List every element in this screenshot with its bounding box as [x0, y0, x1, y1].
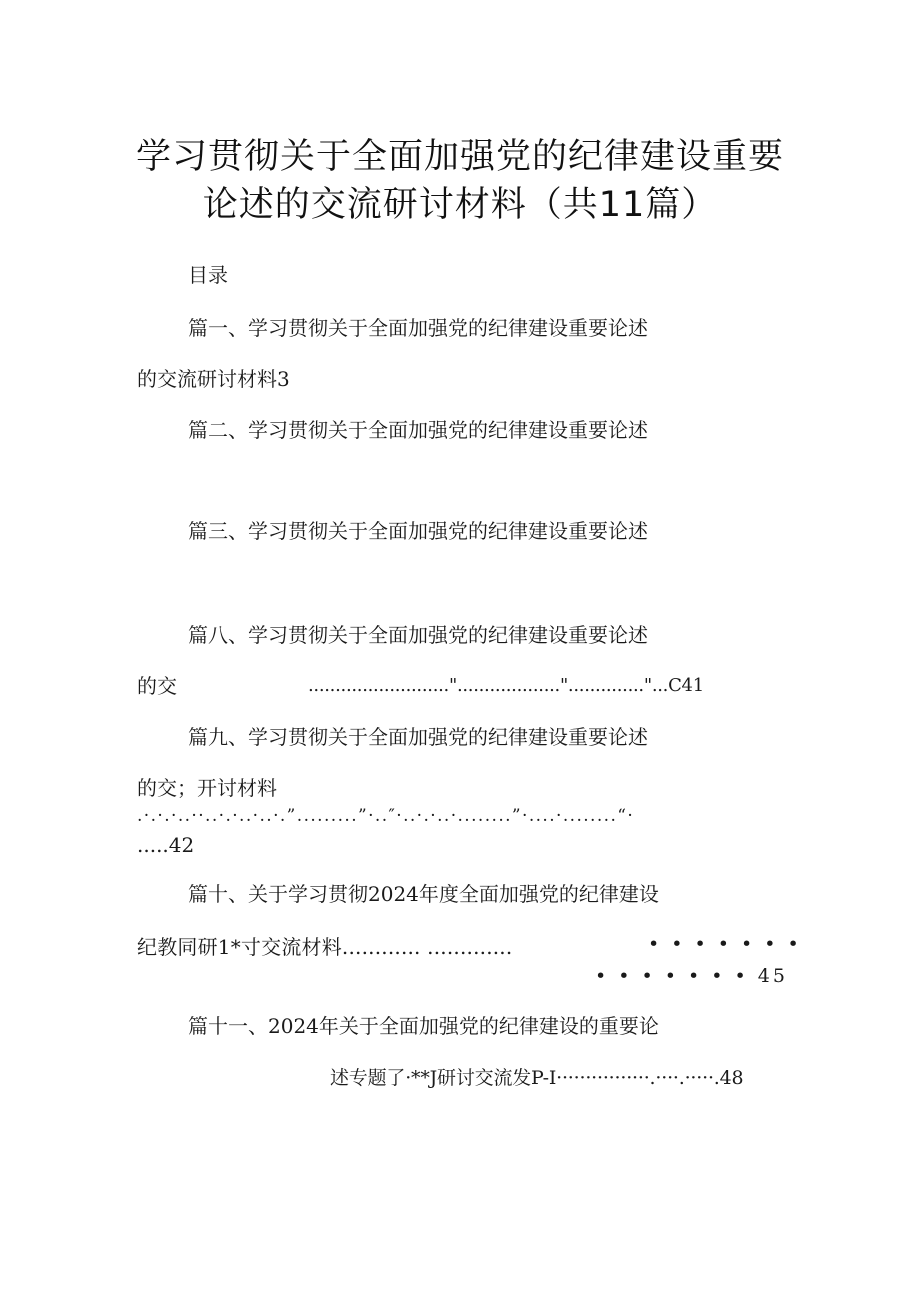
toc-entry-1-line-1: 篇一、学习贯彻关于全面加强党的纪律建设重要论述	[188, 316, 648, 340]
toc-entry-8-line-2-start: 的交	[137, 674, 177, 698]
toc-entry-8-line-1: 篇八、学习贯彻关于全面加强党的纪律建设重要论述	[188, 623, 648, 647]
toc-entry-1-line-2: 的交流研讨材料3	[137, 367, 290, 391]
toc-entry-3-line-1: 篇三、学习贯彻关于全面加强党的纪律建设重要论述	[188, 519, 648, 543]
document-title-line-1: 学习贯彻关于全面加强党的纪律建设重要	[135, 137, 784, 177]
toc-entry-9-line-2: 的交；开讨材料	[137, 776, 277, 800]
toc-heading: 目录	[188, 263, 228, 287]
toc-entry-11-line-1: 篇十一、2024年关于全面加强党的纪律建设的重要论	[188, 1014, 659, 1038]
toc-entry-8-leader: .........................."...................".............."...C41	[308, 675, 704, 696]
toc-entry-11-line-2: 述专题了·**J研讨交流发P-I················.····.·····.48	[330, 1067, 744, 1089]
toc-entry-9-leader: .·.·.·..··..·.·..·..·.”.........”·..″·..·.·..·........”·....·........“·	[137, 806, 635, 826]
toc-entry-10-line-2: 纪教同研1*寸交流材料............ .............	[137, 935, 513, 959]
toc-entry-2-line-1: 篇二、学习贯彻关于全面加强党的纪律建设重要论述	[188, 418, 648, 442]
toc-entry-9-line-1: 篇九、学习贯彻关于全面加强党的纪律建设重要论述	[188, 725, 648, 749]
toc-entry-10-line-1: 篇十、关于学习贯彻2024年度全面加强党的纪律建设	[188, 882, 659, 906]
toc-entry-9-page: .....42	[137, 833, 195, 857]
toc-entry-10-bullets: • • • • • • •	[648, 933, 802, 955]
document-title-line-2: 论述的交流研讨材料（共11篇）	[202, 185, 718, 225]
toc-entry-10-page: • • • • • • • 45	[595, 965, 788, 987]
